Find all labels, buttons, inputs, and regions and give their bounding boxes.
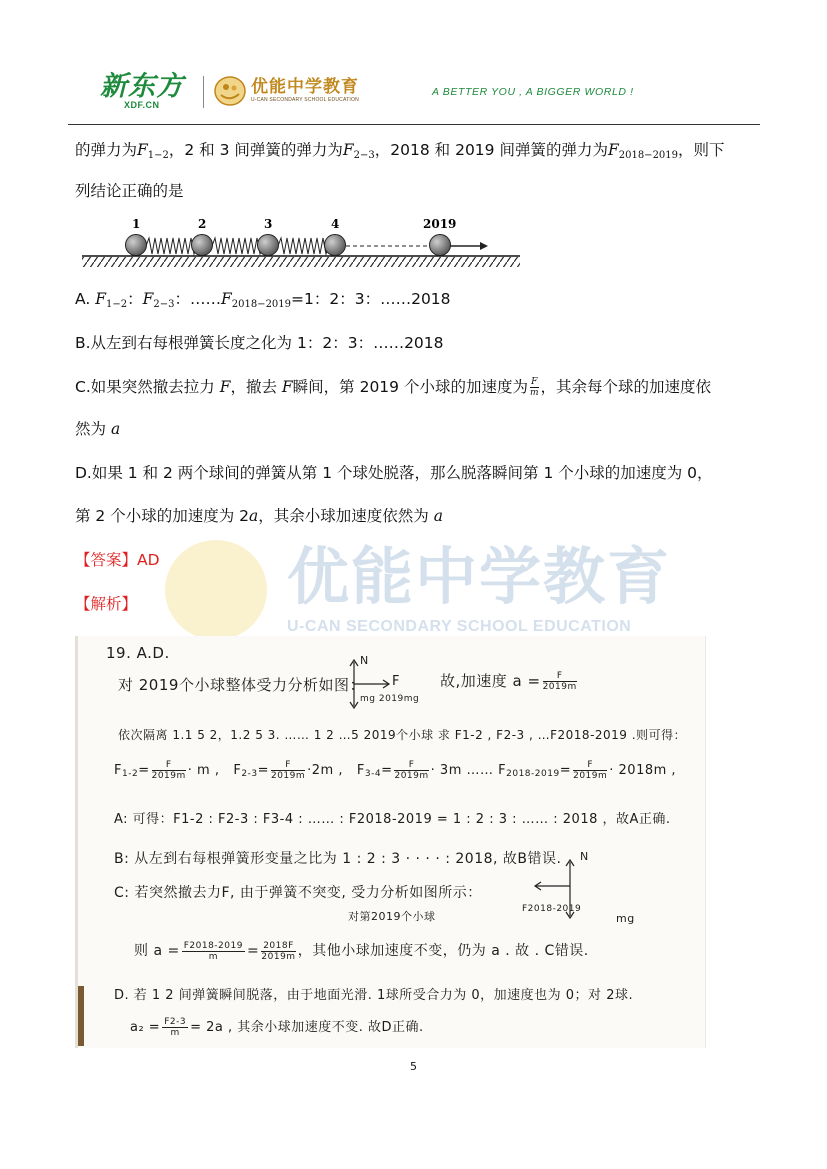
- text: ，其他小球加速度不变，仍为 a . 故 . C错误.: [297, 943, 589, 959]
- numerator: F: [543, 671, 577, 682]
- hw-line-5: A: 可得：F1-2 : F2-3 : F3-4 : …… : F2018-2019 = 1 : 2 : 3 : …… : 2018 ，故A正确.: [114, 812, 671, 827]
- text: ，则下: [678, 141, 725, 159]
- pull-arrow-head: [480, 242, 488, 250]
- text: =1：2：3：……2018: [291, 290, 451, 308]
- text: =: [559, 763, 572, 778]
- force-symbol: F: [607, 141, 619, 159]
- force-diagram-1: [340, 654, 420, 714]
- denominator: 2019m: [151, 771, 186, 781]
- numerator: F2-3: [164, 1017, 187, 1027]
- fraction-denominator: m: [529, 388, 539, 398]
- option-c-line-1: [75, 377, 711, 398]
- accel-symbol: a: [433, 507, 443, 525]
- fraction: [271, 760, 305, 781]
- hw-line-1: 19. A.D.: [106, 644, 170, 662]
- text: ，撤去: [230, 378, 282, 396]
- text: · 2018m ,: [609, 763, 677, 778]
- text: F: [498, 763, 507, 778]
- force-symbol: F: [220, 290, 232, 308]
- subscript: 1−2: [105, 299, 128, 310]
- denominator: 2019m: [394, 771, 429, 781]
- text: = 2a , 其余小球加速度不变. 故D正确.: [190, 1020, 424, 1035]
- spring-2-3: [212, 238, 263, 254]
- denominator: 2019m: [573, 771, 608, 781]
- force-symbol: F: [95, 290, 106, 308]
- text: ：……: [174, 290, 221, 308]
- text: ，2 和 3 间弹簧的弹力为: [168, 141, 343, 159]
- text: ·2m ,: [307, 763, 343, 778]
- hw-accel-result: [440, 670, 579, 692]
- fraction: [162, 1017, 188, 1038]
- subscript: 3-4: [364, 769, 382, 779]
- ground-hatch: [82, 257, 520, 267]
- fraction-numerator: F: [531, 377, 538, 387]
- option-a: [75, 289, 451, 315]
- numerator: F: [271, 760, 305, 771]
- hw-line-2: 对 2019个小球整体受力分析如图：: [118, 676, 365, 694]
- text: · 3m ……: [430, 763, 494, 778]
- subscript: 2018−2019: [618, 150, 679, 161]
- option-d-line-2: [75, 506, 443, 526]
- hw-line-10: D. 若 1 2 间弹簧瞬间脱落，由于地面光滑. 1球所受合力为 0，加速度也为 0；对 2球.: [114, 988, 634, 1003]
- text: A.: [75, 290, 96, 308]
- force-symbol: F: [281, 378, 293, 396]
- text: F: [356, 763, 365, 778]
- force-n-label: N: [360, 654, 369, 667]
- ball-label-1: 1: [132, 217, 141, 231]
- denominator: 2019m: [261, 951, 296, 962]
- text: ，其余小球加速度依然为: [258, 507, 434, 525]
- handwritten-solution: [75, 636, 706, 1048]
- fraction: [543, 671, 577, 692]
- ball-2019: [430, 235, 451, 256]
- hw-line-11: [130, 1016, 424, 1038]
- hw-line-7: C: 若突然撤去力F, 由于弹簧不突变, 受力分析如图所示：: [114, 885, 482, 901]
- text: · m ,: [187, 763, 220, 778]
- answer-label: 【答案】AD: [75, 551, 160, 569]
- fraction: [573, 760, 607, 781]
- text: 瞬间，第 2019 个小球的加速度为: [292, 378, 528, 396]
- ball-label-2: 2: [198, 217, 207, 231]
- xdf-logo-domain: XDF.CN: [124, 100, 160, 110]
- numerator: F: [573, 760, 607, 771]
- denominator: 2019m: [270, 771, 306, 781]
- watermark-emblem-icon: [165, 540, 267, 640]
- ucan-emblem-icon: [213, 75, 247, 107]
- text: =: [381, 763, 393, 778]
- ucan-logo-sub: U-CAN SECONDARY SCHOOL EDUCATION: [251, 97, 359, 103]
- text: 则 a =: [134, 943, 180, 959]
- xdf-logo: [100, 72, 200, 112]
- force-mg-label-2: mg: [616, 912, 635, 925]
- numerator: F: [394, 760, 428, 771]
- text: F: [233, 763, 242, 778]
- fraction: [261, 941, 296, 962]
- spring-3-4: [278, 238, 329, 254]
- subscript: 2-3: [241, 769, 258, 779]
- text: =: [138, 763, 150, 778]
- hw-line-9: [134, 940, 589, 962]
- ball-label-4: 4: [331, 217, 340, 231]
- ball-3: [258, 235, 279, 256]
- ball-label-3: 3: [264, 217, 273, 231]
- force-symbol: F: [219, 378, 231, 396]
- force-symbol: F: [137, 141, 148, 159]
- spring-balls-figure: [80, 212, 522, 274]
- force-symbol: F: [142, 290, 154, 308]
- force-n-label-2: N: [580, 850, 589, 863]
- text: ，其余每个球的加速度依: [540, 378, 712, 396]
- denominator: m: [170, 1028, 180, 1038]
- watermark: [165, 540, 685, 640]
- text: ，2018 和 2019 间弹簧的弹力为: [374, 141, 608, 159]
- fraction-f-over-m: [530, 377, 539, 398]
- denominator: m: [208, 951, 218, 962]
- subscript: 1-2: [121, 769, 139, 779]
- force-spring-label: F2018-2019: [522, 904, 582, 914]
- force-mg-label: mg 2019mg: [360, 694, 420, 704]
- hw-line-6: B: 从左到右每根弹簧形变量之比为 1 : 2 : 3 · · · · : 2018, 故B错误.: [114, 851, 562, 867]
- question-line-1: [75, 140, 725, 166]
- fraction: [182, 941, 245, 962]
- subscript: 1−2: [147, 150, 169, 161]
- page-header: [0, 0, 827, 125]
- scan-edge: [78, 986, 84, 1046]
- hw-line-4: [114, 760, 676, 781]
- spring-1-2: [146, 238, 197, 254]
- numerator: F2018-2019: [183, 940, 243, 951]
- page-number: 5: [410, 1060, 417, 1073]
- question-line-2: 列结论正确的是: [75, 182, 184, 200]
- watermark-text: 优能中学教育: [287, 540, 672, 613]
- subscript: 2018−2019: [231, 299, 292, 310]
- accel-symbol: a: [110, 420, 121, 438]
- text: 的弹力为: [75, 141, 138, 159]
- logo-divider: [203, 76, 204, 108]
- ucan-logo: [251, 77, 359, 103]
- text: 第 2 个小球的加速度为 2: [75, 507, 250, 525]
- fraction: [394, 760, 428, 781]
- ball-4: [325, 235, 346, 256]
- watermark-sub: U-CAN SECONDARY SCHOOL EDUCATION: [287, 618, 632, 635]
- xdf-logo-text: 新东方: [100, 71, 184, 101]
- ucan-logo-text: 优能中学教育: [251, 77, 359, 97]
- denominator: 2019m: [542, 682, 577, 692]
- option-c-line-2: [75, 419, 120, 439]
- text: =: [246, 943, 260, 959]
- numerator: 2018F: [263, 940, 294, 951]
- header-divider: [68, 124, 760, 125]
- ball-label-2019: 2019: [423, 217, 457, 231]
- text: ：: [127, 290, 143, 308]
- subscript: 2018-2019: [506, 769, 560, 779]
- hw-line-8: 对第2019个小球: [348, 910, 436, 923]
- analysis-label: 【解析】: [75, 595, 138, 613]
- ball-2: [192, 235, 213, 256]
- text: 故,加速度 a =: [440, 672, 541, 690]
- subscript: 2−3: [353, 150, 375, 161]
- text: F: [114, 763, 122, 778]
- ball-1: [126, 235, 147, 256]
- fraction: [152, 760, 186, 781]
- subscript: 2−3: [153, 299, 175, 310]
- option-d-line-1: D.如果 1 和 2 两个球间的弹簧从第 1 个球处脱落，那么脱落瞬间第 1 个小球的加速度为 0，: [75, 464, 713, 482]
- force-f-label: F: [392, 674, 400, 689]
- hw-line-3: 依次隔离 1.1 5 2，1.2 5 3. …… 1 2 …5 2019个小球 求 F1-2 , F2-3 , …F2018-2019 .则可得：: [118, 728, 687, 742]
- numerator: F: [152, 760, 186, 771]
- accel-symbol: a: [249, 507, 259, 525]
- text: =: [257, 763, 269, 778]
- text: 然为: [75, 420, 111, 438]
- header-slogan: A BETTER YOU , A BIGGER WORLD !: [432, 86, 634, 98]
- text: a₂ =: [130, 1020, 161, 1035]
- text: C.如果突然撤去拉力: [75, 378, 220, 396]
- force-symbol: F: [342, 141, 354, 159]
- option-b: B.从左到右每根弹簧长度之化为 1：2：3：……2018: [75, 334, 444, 352]
